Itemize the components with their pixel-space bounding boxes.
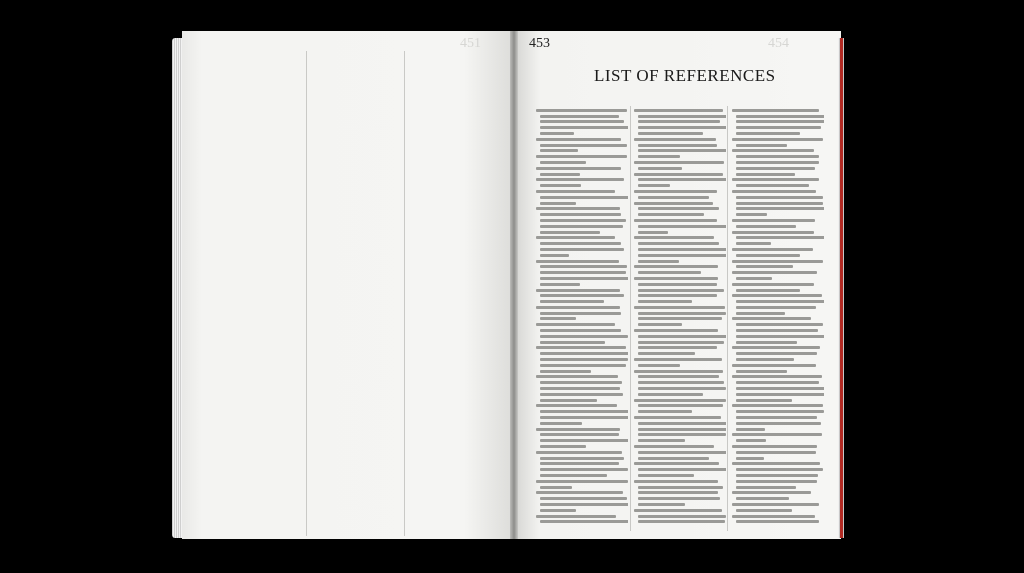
reference-text-line [540, 410, 628, 413]
reference-text-line [536, 515, 616, 518]
reference-text-line [540, 254, 569, 257]
reference-text-line [736, 265, 793, 268]
reference-text-line [736, 173, 795, 176]
reference-text-line [732, 109, 819, 112]
reference-text-line [540, 358, 628, 361]
reference-text-line [540, 161, 586, 164]
reference-text-line [732, 503, 819, 506]
reference-text-line [638, 120, 720, 123]
reference-text-line [638, 422, 726, 425]
reference-text-line [634, 161, 724, 164]
reference-text-line [634, 509, 722, 512]
reference-text-line [536, 155, 627, 158]
reference-text-line [540, 445, 586, 448]
reference-text-line [736, 439, 766, 442]
reference-text-line [736, 202, 823, 205]
reference-text-line [736, 115, 824, 118]
reference-text-line [732, 178, 819, 181]
reference-text-line [736, 422, 821, 425]
reference-text-line [540, 462, 619, 465]
reference-text-line [540, 370, 591, 373]
reference-text-line [540, 225, 623, 228]
reference-text-line [736, 126, 821, 129]
reference-text-line [732, 364, 816, 367]
reference-text-line [540, 364, 626, 367]
reference-text-line [634, 399, 726, 402]
reference-text-line [732, 149, 814, 152]
reference-text-line [736, 155, 819, 158]
reference-text-line [736, 399, 792, 402]
reference-text-line [638, 474, 694, 477]
reference-text-line [638, 207, 719, 210]
reference-column-1 [536, 106, 628, 531]
reference-text-line [540, 439, 628, 442]
reference-text-line [638, 352, 695, 355]
reference-text-line [536, 306, 620, 309]
reference-text-line [540, 248, 624, 251]
reference-text-line [536, 346, 626, 349]
reference-text-line [736, 468, 823, 471]
reference-text-line [736, 213, 767, 216]
reference-text-line [638, 289, 724, 292]
reference-text-line [536, 375, 618, 378]
reference-text-line [540, 416, 628, 419]
reference-text-line [634, 219, 717, 222]
reference-text-line [736, 370, 787, 373]
reference-text-line [634, 329, 718, 332]
reference-text-line [540, 509, 576, 512]
reference-text-line [634, 265, 718, 268]
reference-text-line [638, 126, 726, 129]
reference-text-line [638, 213, 704, 216]
reference-text-line [732, 491, 811, 494]
reference-text-line [540, 184, 581, 187]
reference-text-line [638, 254, 726, 257]
reference-text-line [638, 149, 726, 152]
reference-text-line [540, 132, 574, 135]
reference-text-line [732, 294, 822, 297]
reference-text-line [638, 486, 723, 489]
reference-text-line [536, 260, 619, 263]
left-page [182, 31, 514, 539]
reference-text-line [540, 381, 622, 384]
reference-text-line [638, 468, 726, 471]
red-edge-strip [840, 38, 843, 538]
reference-text-line [536, 207, 620, 210]
reference-text-line [540, 144, 627, 147]
reference-text-line [638, 155, 680, 158]
reference-text-line [732, 445, 817, 448]
reference-text-line [540, 219, 626, 222]
show-through-column-rule [306, 51, 307, 536]
reference-text-line [736, 289, 800, 292]
reference-text-line [634, 445, 714, 448]
reference-text-line [736, 520, 819, 523]
reference-column-3 [732, 106, 824, 531]
reference-text-line [736, 207, 824, 210]
reference-text-line [536, 404, 617, 407]
reference-text-line [638, 178, 726, 181]
reference-text-line [638, 346, 717, 349]
reference-text-line [732, 271, 817, 274]
reference-text-line [732, 346, 820, 349]
reference-text-line [732, 138, 823, 141]
reference-text-line [540, 520, 628, 523]
reference-text-line [638, 115, 726, 118]
reference-text-line [736, 381, 819, 384]
reference-text-line [638, 312, 726, 315]
reference-text-line [736, 120, 824, 123]
reference-text-line [736, 393, 824, 396]
reference-text-line [638, 520, 725, 523]
reference-text-line [638, 341, 724, 344]
reference-text-line [638, 491, 718, 494]
reference-text-line [638, 300, 692, 303]
reference-text-line [732, 317, 811, 320]
reference-text-line [536, 167, 621, 170]
reference-text-line [540, 335, 628, 338]
reference-text-line [540, 329, 621, 332]
reference-text-line [736, 242, 771, 245]
reference-text-line [536, 109, 627, 112]
reference-text-line [736, 480, 817, 483]
reference-text-line [638, 248, 726, 251]
reference-text-line [638, 231, 668, 234]
reference-text-line [638, 225, 726, 228]
reference-text-line [736, 428, 765, 431]
reference-text-line [540, 196, 628, 199]
reference-text-line [638, 387, 726, 390]
reference-text-line [536, 178, 624, 181]
reference-text-line [638, 503, 685, 506]
reference-text-line [732, 375, 822, 378]
reference-text-line [536, 190, 615, 193]
page-heading: LIST OF REFERENCES [594, 66, 776, 85]
reference-text-line [638, 167, 682, 170]
reference-text-line [540, 149, 578, 152]
reference-text-line [638, 294, 717, 297]
reference-text-line [536, 138, 621, 141]
reference-text-line [638, 283, 717, 286]
reference-text-line [732, 260, 823, 263]
reference-text-line [736, 306, 816, 309]
reference-text-line [634, 202, 713, 205]
reference-text-line [638, 410, 692, 413]
reference-text-line [540, 265, 627, 268]
reference-text-line [638, 433, 726, 436]
reference-text-line [732, 231, 814, 234]
reference-text-line [732, 462, 820, 465]
reference-text-line [736, 323, 823, 326]
reference-text-line [736, 312, 785, 315]
reference-text-line [732, 404, 823, 407]
reference-text-line [540, 474, 607, 477]
reference-text-line [540, 341, 605, 344]
reference-text-line [540, 242, 621, 245]
reference-text-line [634, 462, 719, 465]
show-through-column-rule [404, 51, 405, 536]
column-rule [727, 106, 728, 531]
reference-text-line [638, 457, 709, 460]
reference-text-line [638, 393, 703, 396]
reference-text-line [536, 236, 615, 239]
reference-text-line [736, 196, 823, 199]
reference-text-line [634, 416, 721, 419]
reference-text-line [736, 486, 796, 489]
reference-text-line [638, 497, 720, 500]
reference-text-line [540, 468, 628, 471]
reference-text-line [536, 480, 628, 483]
reference-text-line [732, 515, 815, 518]
show-through-page-number: 451 [460, 36, 481, 51]
reference-text-line [736, 300, 824, 303]
reference-text-line [540, 283, 580, 286]
reference-text-line [536, 491, 623, 494]
page-number: 453 [529, 36, 550, 51]
reference-text-line [732, 219, 815, 222]
reference-text-line [736, 457, 764, 460]
reference-text-line [536, 323, 615, 326]
reference-text-line [540, 202, 576, 205]
reference-text-line [638, 375, 719, 378]
reference-text-line [540, 486, 572, 489]
reference-text-line [736, 132, 800, 135]
reference-text-line [540, 231, 600, 234]
column-rule [630, 106, 631, 531]
reference-text-line [732, 283, 814, 286]
reference-text-line [736, 184, 809, 187]
reference-text-line [634, 277, 718, 280]
reference-text-line [540, 503, 628, 506]
reference-text-line [634, 306, 725, 309]
reference-text-line [634, 236, 714, 239]
reference-text-line [634, 109, 723, 112]
reference-text-line [638, 404, 723, 407]
reference-text-line [638, 439, 685, 442]
reference-text-line [536, 289, 620, 292]
reference-text-line [540, 213, 621, 216]
reference-text-line [540, 497, 627, 500]
reference-text-line [638, 196, 709, 199]
reference-text-line [540, 399, 597, 402]
reference-text-line [540, 387, 620, 390]
reference-text-line [732, 248, 813, 251]
reference-text-line [540, 271, 626, 274]
reference-text-line [540, 115, 619, 118]
reference-text-line [540, 317, 576, 320]
reference-text-line [736, 410, 824, 413]
reference-text-line [638, 335, 726, 338]
reference-text-line [736, 352, 817, 355]
reference-text-line [638, 184, 670, 187]
reference-text-line [736, 167, 815, 170]
reference-text-line [736, 236, 824, 239]
reference-text-line [736, 474, 818, 477]
reference-text-line [732, 433, 822, 436]
reference-text-line [638, 271, 701, 274]
reference-text-line [736, 341, 797, 344]
reference-text-line [638, 515, 726, 518]
reference-text-line [638, 242, 719, 245]
reference-text-line [540, 120, 624, 123]
reference-text-line [634, 138, 716, 141]
reference-text-line [736, 451, 816, 454]
reference-text-line [736, 509, 792, 512]
reference-column-2 [634, 106, 726, 531]
reference-text-line [638, 364, 680, 367]
reference-text-line [634, 190, 717, 193]
show-through-page-number: 454 [768, 36, 789, 51]
reference-text-line [638, 144, 717, 147]
reference-text-line [736, 161, 819, 164]
reference-text-line [536, 428, 620, 431]
reference-text-line [736, 225, 796, 228]
reference-text-line [540, 277, 628, 280]
reference-text-line [736, 358, 794, 361]
reference-text-line [536, 451, 622, 454]
reference-text-line [638, 451, 726, 454]
reference-text-line [540, 173, 580, 176]
reference-text-line [736, 144, 787, 147]
reference-text-line [540, 457, 624, 460]
reference-text-line [540, 352, 628, 355]
reference-text-line [638, 260, 679, 263]
reference-text-line [638, 323, 682, 326]
book-gutter [510, 31, 518, 539]
reference-text-line [736, 254, 800, 257]
reference-text-line [634, 173, 723, 176]
reference-text-line [736, 416, 817, 419]
reference-text-line [638, 317, 722, 320]
reference-text-line [540, 422, 582, 425]
reference-text-line [736, 387, 824, 390]
reference-text-line [540, 300, 604, 303]
reference-text-line [638, 428, 726, 431]
reference-text-line [736, 497, 789, 500]
reference-text-line [736, 329, 818, 332]
reference-text-line [540, 294, 624, 297]
reference-text-line [540, 126, 628, 129]
reference-text-line [638, 132, 703, 135]
reference-text-line [638, 381, 724, 384]
reference-text-line [634, 370, 723, 373]
reference-text-line [736, 335, 824, 338]
reference-text-line [732, 190, 816, 193]
reference-text-line [540, 312, 621, 315]
reference-text-line [634, 358, 722, 361]
reference-text-line [736, 277, 772, 280]
reference-text-line [540, 393, 623, 396]
reference-text-line [634, 480, 718, 483]
reference-text-line [540, 433, 619, 436]
